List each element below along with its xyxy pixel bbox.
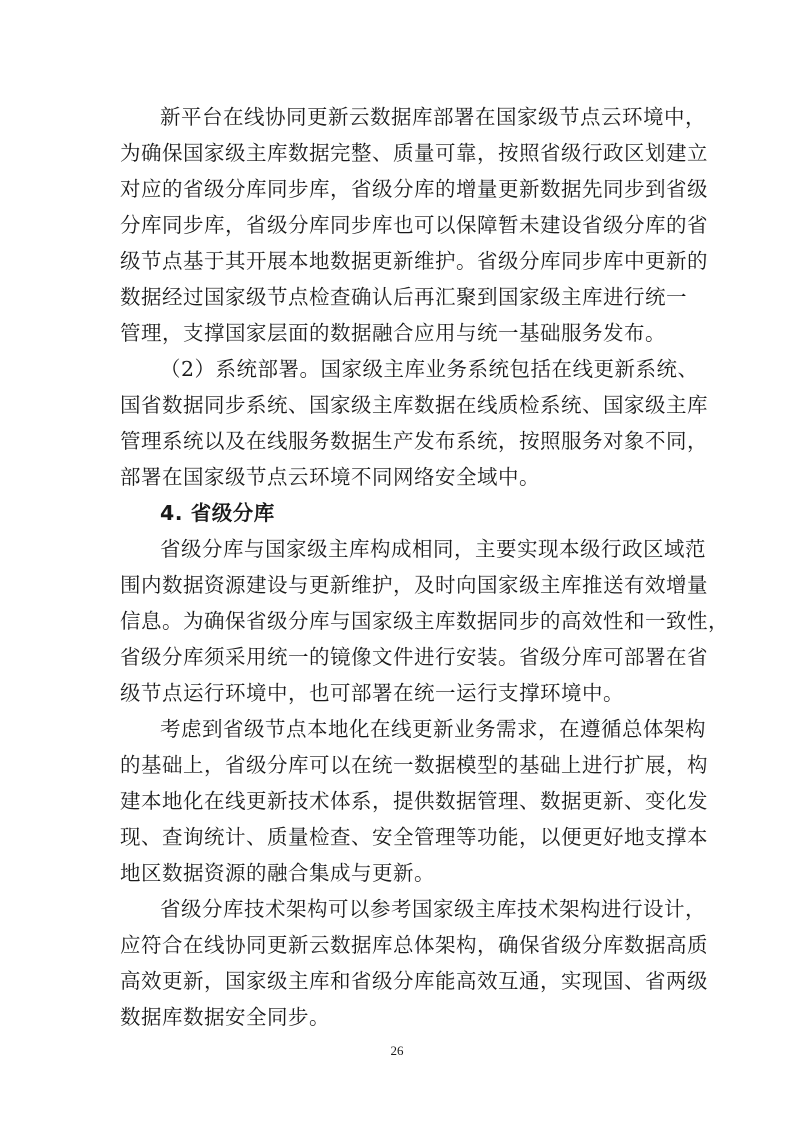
text-line: （2）系统部署。国家级主库业务系统包括在线更新系统、	[160, 357, 699, 381]
text-line: 管理，支撑国家层面的数据融合应用与统一基础服务发布。	[120, 321, 666, 345]
text-line: 部署在国家级节点云环境不同网络安全域中。	[120, 465, 540, 489]
text-line: 分库同步库，省级分库同步库也可以保障暂未建设省级分库的省	[120, 213, 708, 237]
text-line: 级节点运行环境中，也可部署在统一运行支撑环境中。	[120, 681, 624, 705]
text-line: 数据库数据安全同步。	[120, 1005, 330, 1029]
text-line: 高效更新，国家级主库和省级分库能高效互通，实现国、省两级	[120, 969, 708, 993]
text-line: 数据经过国家级节点检查确认后再汇聚到国家级主库进行统一	[120, 285, 687, 309]
text-line: 围内数据资源建设与更新维护，及时向国家级主库推送有效增量	[120, 573, 708, 597]
text-line: 应符合在线协同更新云数据库总体架构，确保省级分库数据高质	[120, 933, 708, 957]
page-number: 26	[390, 1043, 404, 1058]
text-line: 省级分库须采用统一的镜像文件进行安装。省级分库可部署在省	[120, 645, 708, 669]
text-line: 现、查询统计、质量检查、安全管理等功能，以便更好地支撑本	[120, 825, 708, 849]
text-line: 信息。为确保省级分库与国家级主库数据同步的高效性和一致性，	[120, 609, 729, 633]
text-line: 的基础上，省级分库可以在统一数据模型的基础上进行扩展，构	[120, 753, 708, 777]
section-heading: 4. 省级分库	[160, 501, 275, 525]
text-line: 对应的省级分库同步库，省级分库的增量更新数据先同步到省级	[120, 177, 708, 201]
text-line: 级节点基于其开展本地数据更新维护。省级分库同步库中更新的	[120, 249, 708, 273]
text-line: 新平台在线协同更新云数据库部署在国家级节点云环境中，	[160, 105, 706, 129]
text-line: 省级分库技术架构可以参考国家级主库技术架构进行设计，	[160, 897, 706, 921]
document-body	[120, 99, 729, 1035]
text-line: 地区数据资源的融合集成与更新。	[120, 861, 435, 885]
text-line: 国省数据同步系统、国家级主库数据在线质检系统、国家级主库	[120, 393, 708, 417]
text-line: 管理系统以及在线服务数据生产发布系统，按照服务对象不同，	[120, 429, 708, 453]
text-line: 省级分库与国家级主库构成相同，主要实现本级行政区域范	[160, 537, 706, 561]
text-line: 为确保国家级主库数据完整、质量可靠，按照省级行政区划建立	[120, 141, 708, 165]
text-line: 考虑到省级节点本地化在线更新业务需求，在遵循总体架构	[160, 717, 706, 741]
text-line: 建本地化在线更新技术体系，提供数据管理、数据更新、变化发	[120, 789, 708, 813]
